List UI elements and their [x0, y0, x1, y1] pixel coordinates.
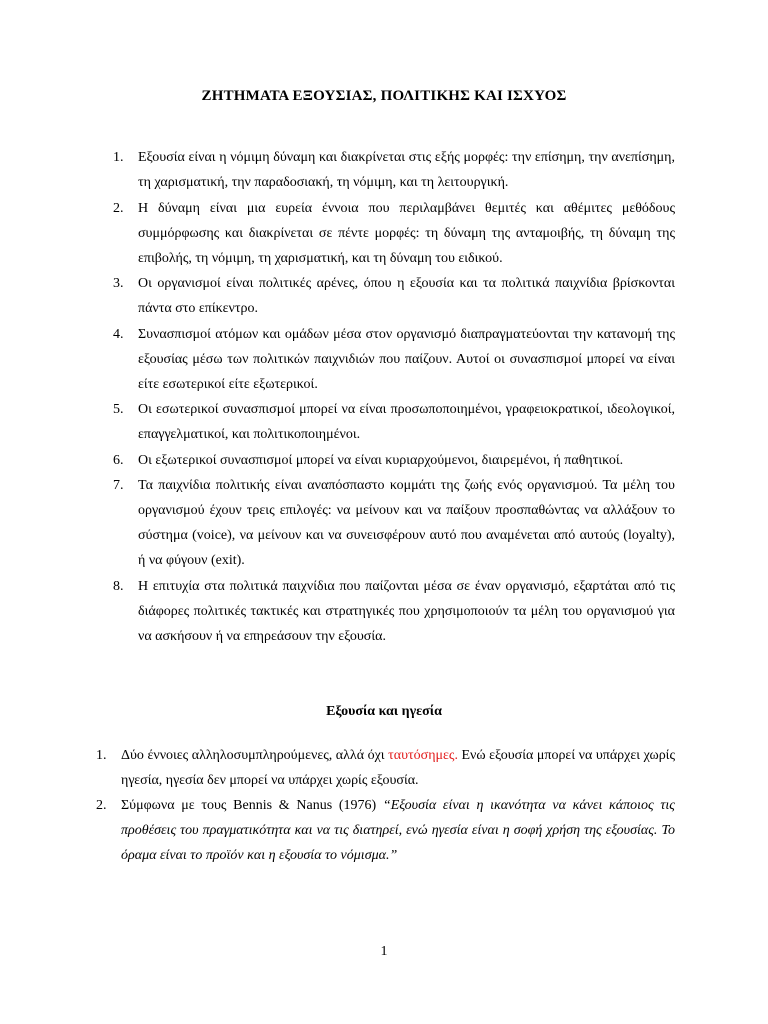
- list-item: [113, 322, 675, 397]
- list-item: [113, 448, 675, 473]
- list-item-text-part: Σύμφωνα με τους Bennis & Nanus (1976): [121, 798, 383, 813]
- list-item-number: 1.: [96, 748, 107, 763]
- highlighted-word: ταυτόσημες.: [388, 748, 458, 763]
- list-item-text-part: Δύο έννοιες αλληλοσυμπληρούμενες, αλλά όχι: [121, 748, 389, 763]
- list-item-text: Η δύναμη είναι μια ευρεία έννοια που περιλαμβάνει θεμιτές και αθέμιτες μεθόδους συμμόρφωσης και διακρίνεται σε πέντε μορφές: τη δύναμη της ανταμοιβής, τη δύναμη της επιβολής, τη νόμιμη, τη χαρισματική, και τη δύναμη του ειδικού.: [138, 200, 675, 266]
- quote-text: “Εξουσία είναι η ικανότητα να κάνει κάποιος τις προθέσεις του πραγματικότητα και να τις διατηρεί, ενώ ηγεσία είναι η σοφή χρήση της εξουσίας. Το όραμα είναι το προϊόν και η εξουσία το νόμισμα.”: [121, 798, 675, 863]
- list-item-text: Η επιτυχία στα πολιτικά παιχνίδια που παίζονται μέσα σε έναν οργανισμό, εξαρτάται από τις διάφορες πολιτικές τακτικές και στρατηγικές που χρησιμοποιούν τα μέλη του οργανισμού για να ασκήσουν ή να επηρεάσουν την εξουσία.: [138, 578, 675, 644]
- list-item-text: Τα παιχνίδια πολιτικής είναι αναπόσπαστο κομμάτι της ζωής ενός οργανισμού. Τα μέλη του οργανισμού έχουν τρεις επιλογές: να μείνουν και να παίξουν προσπαθώντας να αλλάξουν το σύστημα (voice), να μείνουν και να συνεισφέρουν αυτό που αναμένεται από αυτούς (loyalty), ή να φύγουν (exit).: [138, 478, 675, 568]
- summary-list: [113, 145, 675, 649]
- list-item: [113, 397, 675, 447]
- list-item-number: 2.: [96, 798, 107, 813]
- list-item-number: 5.: [113, 402, 124, 417]
- list-item-number: 3.: [113, 276, 124, 291]
- list-item: [96, 743, 675, 793]
- list-item-number: 4.: [113, 326, 124, 342]
- list-item-text: Οι οργανισμοί είναι πολιτικές αρένες, όπου η εξουσία και τα πολιτικά παιχνίδια βρίσκονται πάντα στο επίκεντρο.: [138, 276, 675, 316]
- list-item-text: Εξουσία είναι η νόμιμη δύναμη και διακρίνεται στις εξής μορφές: την επίσημη, την ανεπίσημη, τη χαρισματική, την παραδοσιακή, τη νόμιμη, και τη λειτουργική.: [138, 150, 675, 190]
- list-item-text: Οι εξωτερικοί συνασπισμοί μπορεί να είναι κυριαρχούμενοι, διαιρεμένοι, ή παθητικοί.: [138, 452, 624, 468]
- list-item-text: Συνασπισμοί ατόμων και ομάδων μέσα στον οργανισμό διαπραγματεύονται την κατανομή της εξουσίας μέσω των πολιτικών παιχνιδιών που παίζουν. Αυτοί οι συνασπισμοί μπορεί να είναι είτε εσωτερικοί είτε εξωτερικοί.: [138, 326, 675, 392]
- document-title: ΖΗΤΗΜΑΤΑ ΕΞΟΥΣΙΑΣ, ΠΟΛΙΤΙΚΗΣ ΚΑΙ ΙΣΧΥΟΣ: [201, 88, 567, 104]
- list-item-text-part: Ενώ εξουσία μπορεί να υπάρχει χωρίς ηγεσία, ηγεσία δεν μπορεί να υπάρχει χωρίς εξουσία.: [121, 748, 675, 788]
- page-number: 1: [380, 944, 388, 959]
- list-item: [113, 196, 675, 271]
- list-item-text: Οι εσωτερικοί συνασπισμοί μπορεί να είναι προσωποποιημένοι, γραφειοκρατικοί, ιδεολογικοί, επαγγελματικοί, και πολιτικοποιημένοι.: [138, 402, 675, 442]
- list-item-number: 1.: [113, 150, 124, 165]
- list-item-number: 2.: [113, 200, 124, 216]
- list-item: [96, 793, 675, 868]
- leadership-list: [96, 743, 675, 868]
- section-heading: Εξουσία και ηγεσία: [326, 704, 442, 719]
- list-item-number: 8.: [113, 578, 124, 594]
- list-item: [113, 145, 675, 195]
- list-item: [113, 271, 675, 321]
- list-item: [113, 574, 675, 649]
- list-item: [113, 473, 675, 573]
- list-item-number: 6.: [113, 452, 124, 468]
- list-item-number: 7.: [113, 478, 124, 493]
